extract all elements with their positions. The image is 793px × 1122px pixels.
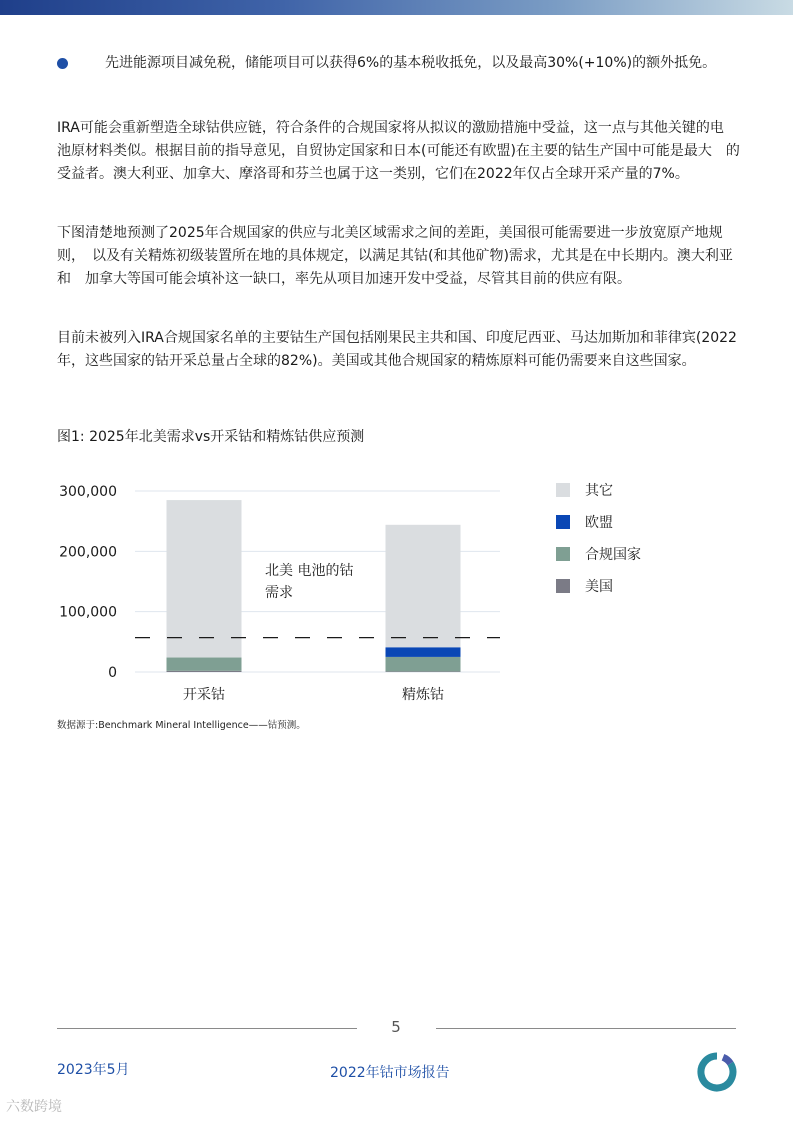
page-number: 5 [391,1018,401,1036]
legend-label: 美国 [585,579,613,595]
watermark: 六数跨境 [6,1099,62,1115]
figure-source: 数据源于:Benchmark Mineral Intelligence——钴预测。 [57,720,306,731]
x-tick-label: 精炼钴 [402,687,444,703]
figure-title: 图1: 2025年北美需求vs开采钴和精炼钴供应预测 [57,429,365,445]
y-tick-label: 0 [108,665,117,681]
demand-annotation-line-2: 需求 [265,585,293,601]
demand-annotation-line-1: 北美 电池的钴 [265,563,354,579]
legend-swatch [556,547,570,561]
top-accent-bar [0,0,793,15]
footer-report-title: 2022年钴市场报告 [330,1065,450,1081]
footer-divider-left [57,1028,357,1029]
bar-segment-美国 [167,671,242,672]
legend-label: 欧盟 [585,515,613,531]
legend-swatch [556,515,570,529]
stacked-bar-chart [57,465,697,715]
bar-segment-美国 [386,671,461,672]
legend-label: 合规国家 [585,547,641,563]
x-tick-label: 开采钴 [183,687,225,703]
bullet-item [57,52,747,75]
ring-logo-icon [697,1052,737,1092]
paragraph-3: 目前未被列入IRA合规国家名单的主要钴生产国包括刚果民主共和国、印度尼西亚、马达加斯加和菲律宾(2022 年，这些国家的钴开采总量占全球的82%)。美国或其他合规国家的精炼原料可能仍需要来自这些国家。 [57,330,751,369]
bar-segment-欧盟 [386,647,461,657]
legend-swatch [556,483,570,497]
y-tick-label: 300,000 [59,484,117,501]
bullet-dot-icon [57,58,68,69]
bar-segment-合规国家 [167,658,242,671]
bar-segment-其它 [167,500,242,657]
paragraph-2: 下图清楚地预测了2025年合规国家的供应与北美区域需求之间的差距，美国很可能需要进一步放宽原产地规则， 以及有关精炼初级装置所在地的具体规定，以满足其钴(和其他矿物)需求，尤其是在中长期内。澳大利亚和 加拿大等国可能会填补这一缺口，率先从项目加速开发中受益，尽管其目前的供应有限。 [57,225,733,287]
bar-segment-合规国家 [386,657,461,671]
legend-label: 其它 [585,483,613,499]
bullet-text: 先进能源项目减免税，储能项目可以获得6%的基本税收抵免，以及最高30%(+10%)的额外抵免。 [105,55,717,71]
y-tick-label: 200,000 [59,544,117,561]
legend-swatch [556,579,570,593]
paragraph-1: IRA可能会重新塑造全球钴供应链，符合条件的合规国家将从拟议的激励措施中受益，这一点与其他关键的电 池原材料类似。根据目前的指导意见，自贸协定国家和日本(可能还有欧盟)在主要的钴生产国中可能是最大 的受益者。澳大利亚、加拿大、摩洛哥和芬兰也属于这一类别，它们在2022年仅占全球开采产量的7%。 [57,120,740,182]
footer-divider-right [436,1028,736,1029]
bar-segment-其它 [386,525,461,647]
y-tick-label: 100,000 [59,604,117,621]
footer-date: 2023年5月 [57,1062,130,1078]
